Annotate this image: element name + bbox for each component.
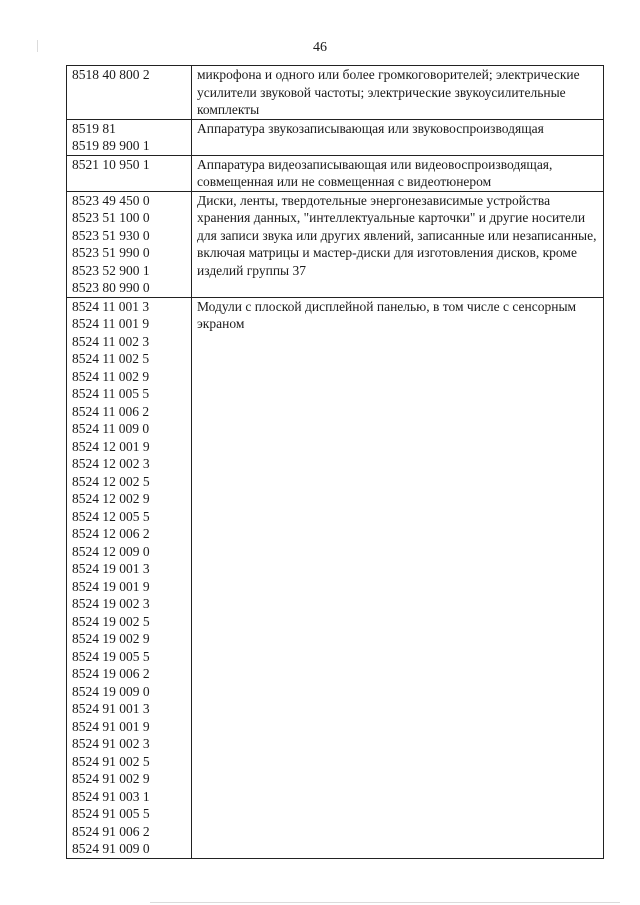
tn-ved-code: 8523 51 990 0 (72, 245, 150, 260)
tn-ved-code: 8524 91 002 3 (72, 736, 150, 751)
tn-ved-code: 8524 11 001 3 (72, 298, 150, 314)
code-cell (67, 66, 192, 120)
code-cell (67, 119, 192, 155)
tn-ved-code: 8524 91 002 5 (72, 753, 150, 769)
page-number: 46 (313, 40, 327, 55)
tn-ved-code: 8524 19 002 9 (72, 631, 150, 646)
tn-ved-code: 8524 12 002 5 (72, 473, 150, 489)
tn-ved-code: 8523 49 450 0 (72, 192, 150, 208)
tn-ved-code: 8524 91 001 9 (72, 718, 150, 734)
tn-ved-code: 8524 91 009 0 (72, 841, 150, 856)
tn-ved-code: 8524 11 002 3 (72, 333, 150, 349)
tn-ved-code: 8524 11 002 5 (72, 351, 150, 366)
tn-ved-code: 8523 52 900 1 (72, 262, 150, 278)
description-cell: Модули с плоской дисплейной панелью, в том числе с сенсорным экраном (192, 297, 604, 858)
tn-ved-code: 8523 80 990 0 (72, 280, 150, 295)
table-row (67, 119, 604, 155)
tn-ved-code: 8524 12 006 2 (72, 526, 150, 541)
tn-ved-code: 8524 91 001 3 (72, 701, 150, 716)
tn-ved-code: 8524 19 001 3 (72, 561, 150, 576)
code-cell (67, 297, 192, 858)
codes-table (66, 65, 604, 859)
table-row (67, 66, 604, 120)
tn-ved-code: 8524 12 002 3 (72, 456, 150, 471)
tn-ved-code: 8524 19 002 3 (72, 596, 150, 611)
tn-ved-code: 8524 91 003 1 (72, 788, 150, 804)
scan-artifact-bottom (150, 902, 620, 903)
tn-ved-code: 8524 12 001 9 (72, 438, 150, 454)
table-row (67, 191, 604, 297)
tn-ved-code: 8524 91 006 2 (72, 823, 150, 839)
tn-ved-code: 8524 11 009 0 (72, 421, 150, 436)
tn-ved-code: 8519 81 (72, 120, 116, 136)
table-row (67, 155, 604, 191)
description-cell: Диски, ленты, твердотельные энергонезависимые устройства хранения данных, "интеллектуальные карточки" и другие носители для записи звука или других явлений, записанные или незаписанные, включая матрицы и мастер-диски для изготовления дисков, кроме изделий группы 37 (192, 191, 604, 297)
tn-ved-code: 8523 51 100 0 (72, 210, 150, 225)
tn-ved-code: 8524 12 002 9 (72, 491, 150, 506)
table-row (67, 297, 604, 858)
code-cell (67, 155, 192, 191)
tn-ved-code: 8524 19 006 2 (72, 666, 150, 681)
tn-ved-code: 8524 91 005 5 (72, 806, 150, 821)
tn-ved-code: 8524 19 002 5 (72, 613, 150, 629)
tn-ved-code: 8521 10 950 1 (72, 156, 150, 172)
description-cell: микрофона и одного или более громкоговорителей; электрические усилители звуковой частоты; электрические звукоусилительные комплекты (192, 66, 604, 120)
description-cell: Аппаратура звукозаписывающая или звуковоспроизводящая (192, 119, 604, 155)
tn-ved-code: 8524 19 001 9 (72, 578, 150, 594)
tn-ved-code: 8524 11 005 5 (72, 386, 150, 401)
tn-ved-code: 8524 12 009 0 (72, 543, 150, 559)
code-cell (67, 191, 192, 297)
tn-ved-code: 8524 11 002 9 (72, 368, 150, 384)
description-cell: Аппаратура видеозаписывающая или видеовоспроизводящая, совмещенная или не совмещенная с видеотюнером (192, 155, 604, 191)
tn-ved-code: 8524 12 005 5 (72, 508, 150, 524)
tn-ved-code: 8524 19 009 0 (72, 683, 150, 699)
tn-ved-code: 8523 51 930 0 (72, 227, 150, 243)
table-body (67, 66, 604, 859)
tn-ved-code: 8519 89 900 1 (72, 138, 150, 153)
tn-ved-code: 8524 11 006 2 (72, 403, 150, 419)
tn-ved-code: 8524 19 005 5 (72, 648, 150, 664)
tn-ved-code: 8524 11 001 9 (72, 316, 150, 331)
tn-ved-code: 8518 40 800 2 (72, 67, 150, 82)
tn-ved-code: 8524 91 002 9 (72, 771, 150, 786)
scan-artifact-left (37, 40, 38, 52)
